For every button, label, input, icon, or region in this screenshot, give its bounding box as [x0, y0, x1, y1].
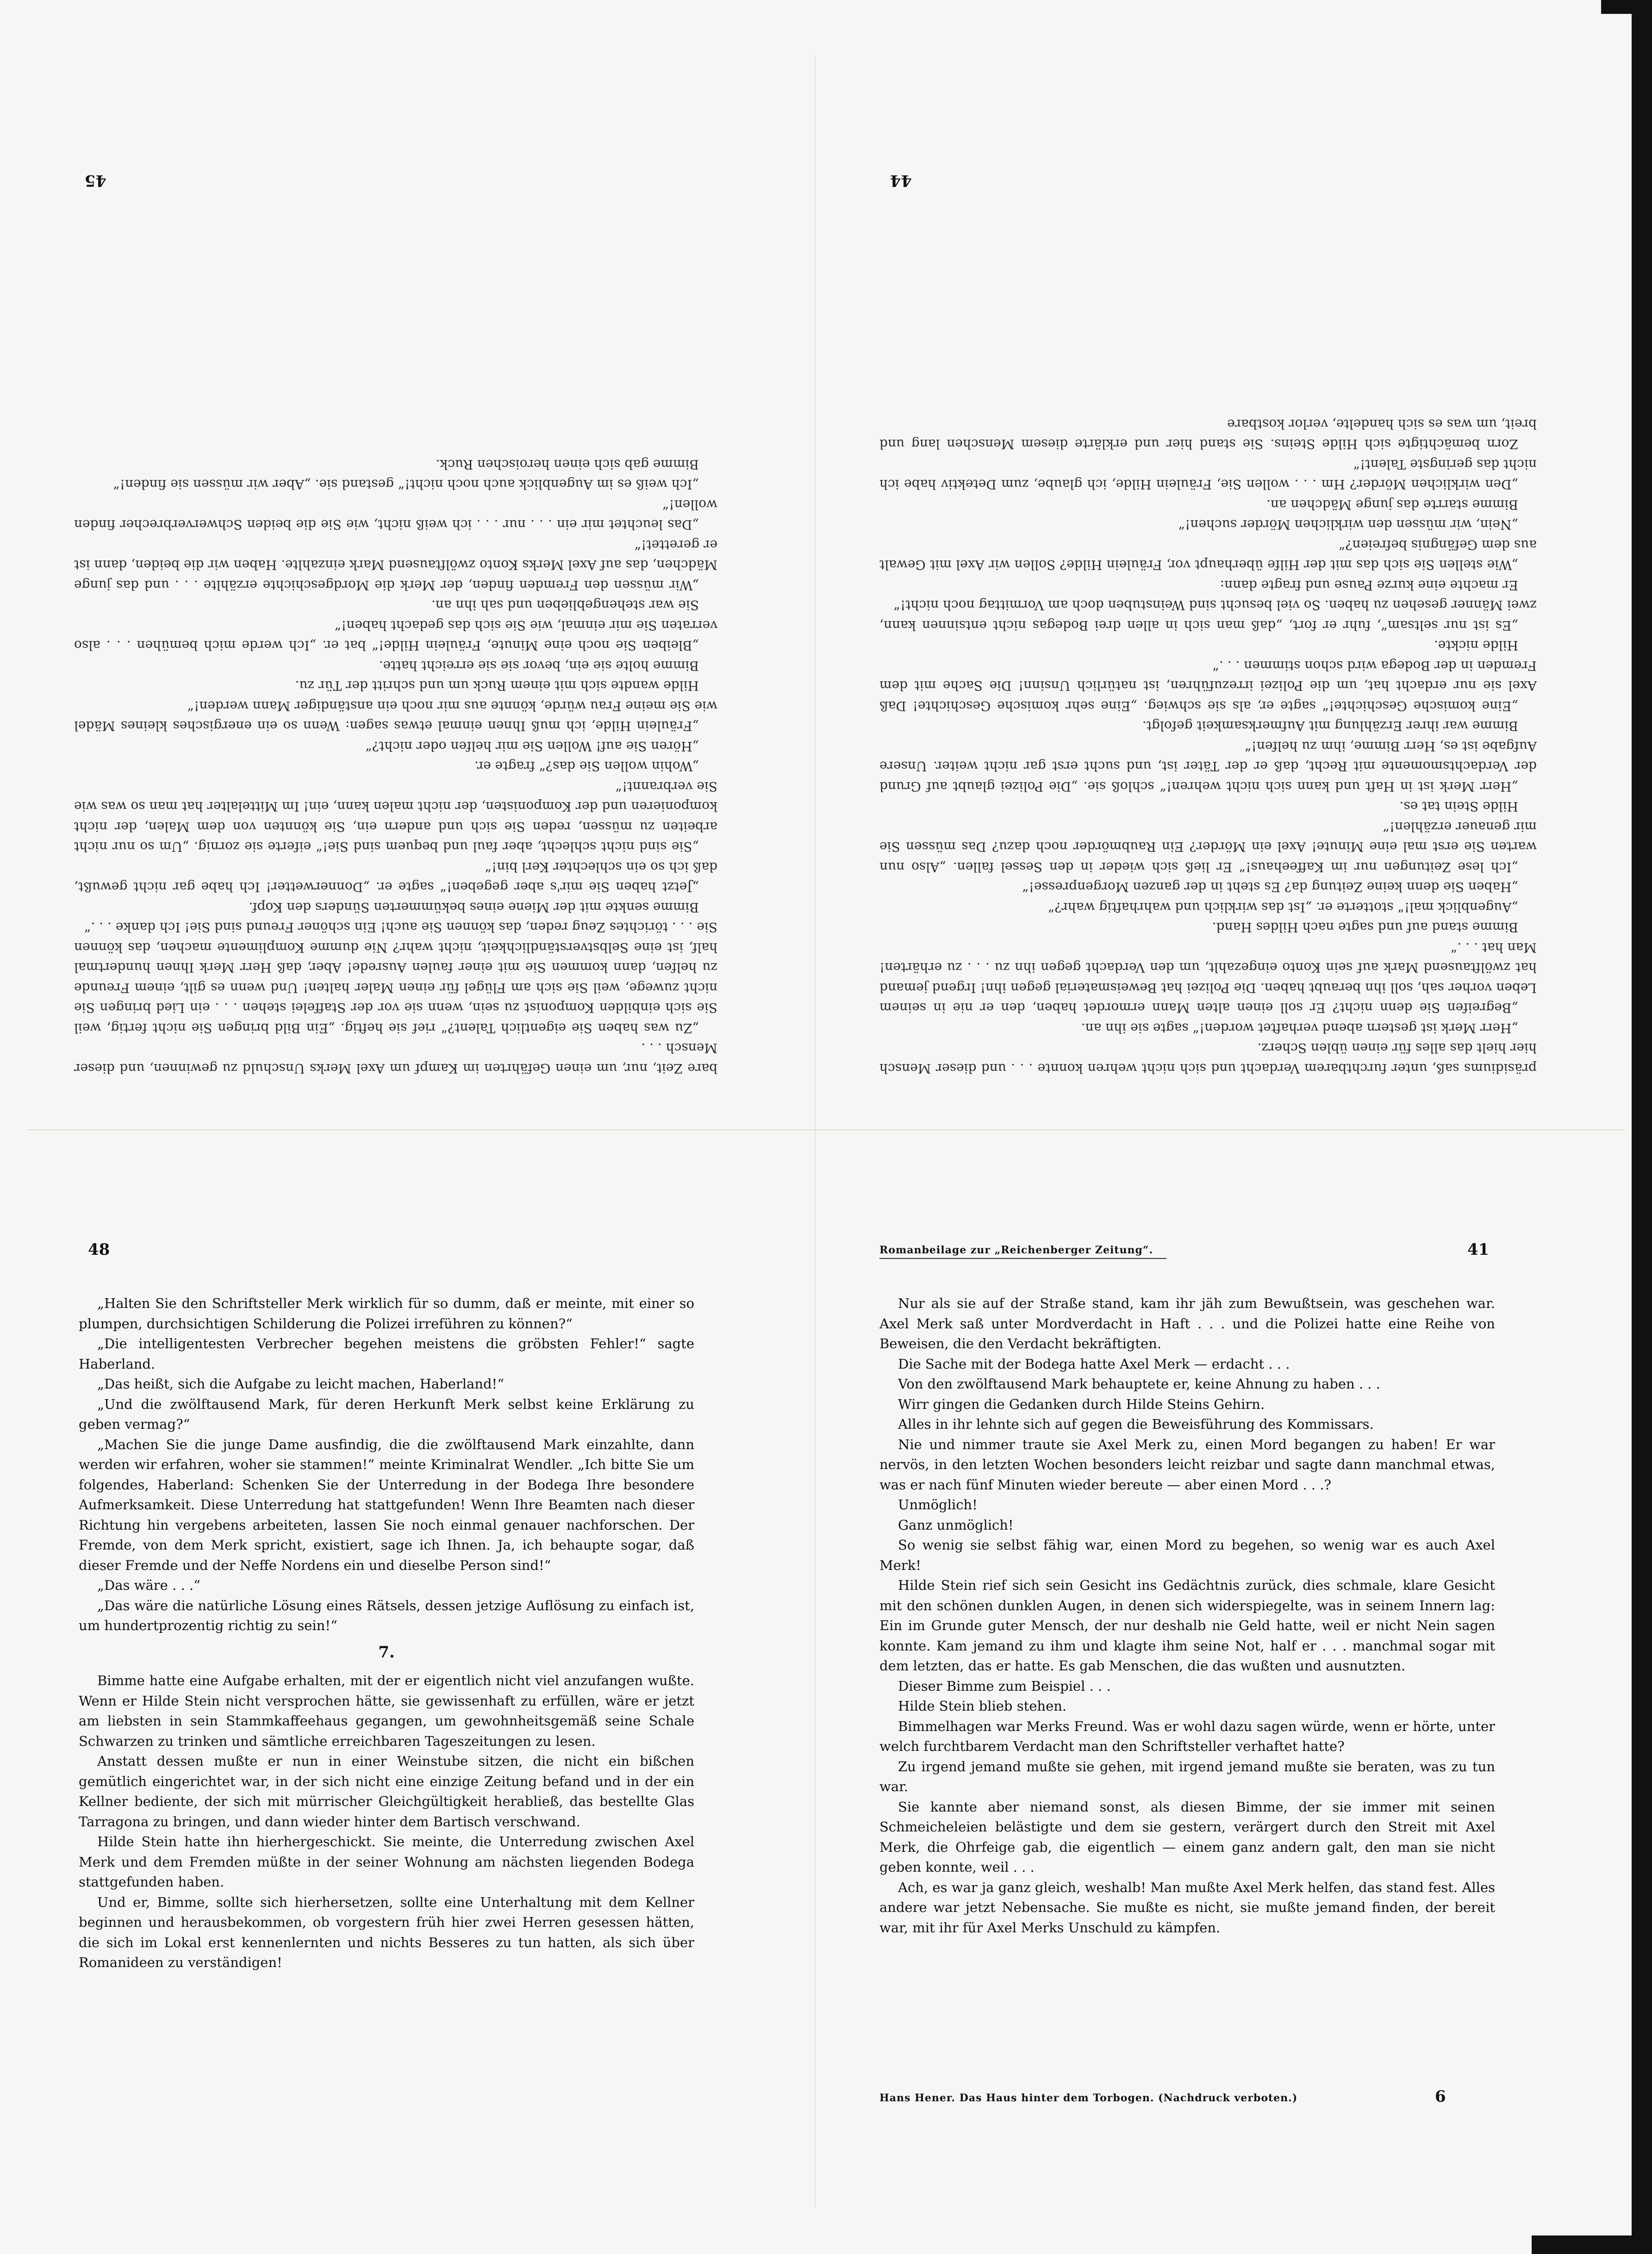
paragraph: präsidiums saß, unter furchtbarem Verdacht und sich nicht wehren konnte . . . und dieser Mensch hier hielt das alles für einen üblen Scherz.	[879, 1040, 1537, 1076]
paragraph: „Herr Merk ist gestern abend verhaftet worden!“ sagte sie ihn an.	[1081, 1021, 1518, 1036]
paragraph: „Wir müssen den Fremden finden, der Merk die Mordgeschichte erzählte . . . und das junge Mädchen, das auf Axel Merks Konto zwölftausend Mark einzahlte. Haben wir die beiden, dann ist er gerettet!“	[74, 537, 717, 593]
paragraph: Bimme senkte mit der Miene eines bekümmerten Sünders den Kopf.	[249, 900, 699, 915]
paragraph: „Herr Merk ist in Haft und kann sich nicht wehren!“ schloß sie. „Die Polizei glaubt auf Grund der Verdachtsmomente mit Recht, daß er der Täter ist, und sucht erst gar nicht weiter. Unsere Aufgabe ist es, Herr Bimme, ihm zu helfen!“	[879, 739, 1537, 794]
paragraph: Dieser Bimme zum Beispiel . . .	[898, 1678, 1111, 1694]
paragraph: „Ich weiß es im Augenblick auch noch nicht!“ gestand sie. „Aber wir müssen sie finden!“	[113, 477, 699, 492]
page-top-left	[74, 157, 717, 1078]
text-column	[879, 414, 1537, 1079]
paragraph: Alles in ihr lehnte sich auf gegen die Beweisführung des Kommissars.	[898, 1416, 1374, 1432]
page-bottom-right	[879, 1240, 1495, 2120]
running-head-rule	[879, 1258, 1166, 1259]
paragraph: „Wie stellen Sie sich das mit der Hilfe überhaupt vor, Fräulein Hilde? Sollen wir Axel mit Gewalt aus dem Gefängnis befreien?“	[879, 537, 1537, 573]
page-footer: Hans Hener. Das Haus hinter dem Torbogen. (Nachdruck verboten.)	[879, 2092, 1298, 2104]
paragraph: Bimme holte sie ein, bevor sie sie erreicht hatte.	[379, 658, 699, 673]
paragraph: „Wohin wollen Sie das?“ fragte er.	[474, 759, 699, 774]
paragraph: „Eine komische Geschichte!“ sagte er, als sie schwieg. „Eine sehr komische Geschichte! Daß Axel sie nur erdacht hat, um die Polizei irrezuführen, ist natürlich Unsinn! Die Sache mit dem Fremden in der Bodega wird schon stimmen . . .“	[879, 658, 1537, 714]
paragraph: „Zu was haben Sie eigentlich Talent?“ rief sie heftig. „Ein Bild bringen Sie nicht fertig, weil Sie sich einbilden Komponist zu sein, wenn sie vor der Staffelei stehen . . . ein Lied bringen Sie nicht zuwege, weil Sie sich am Flügel für einen Maler halten! Und wenn es gilt, einem Freunde zu helfen, dann kommen Sie mit einer faulen Ausrede! Aber, daß Herr Merk Ihnen hundertmal half, ist eine Selbstverständlichkeit, nicht wahr? Nie dumme Komplimente machen, das können Sie . . . törichtes Zeug reden, das können Sie auch! Ein schöner Freund sind Sie! Ich danke . . .“	[74, 920, 717, 1036]
scan-corner-top	[1601, 0, 1652, 14]
paragraph: „Augenblick mal!“ stotterte er. „Ist das wirklich und wahrhaftig wahr?“	[1048, 900, 1518, 915]
paragraph: Bimmelhagen war Merks Freund. Was er wohl dazu sagen würde, wenn er hörte, unter welch furchtbarem Verdacht man den Schriftsteller verhaftet hatte?	[879, 1718, 1495, 1754]
scan-border	[1632, 0, 1652, 2254]
paragraph: „Es ist nur seltsam“, fuhr er fort, „daß man sich in allen drei Bodegas nicht entsinnen kann, zwei Männer gesehen zu haben. So viel besucht sind Weinstuben doch am Vormittag noch nicht!“	[879, 598, 1537, 633]
paragraph: „Hören Sie auf! Wollen Sie mir helfen oder nicht?“	[365, 739, 699, 754]
paragraph: „Bleiben Sie noch eine Minute, Fräulein Hilde!“ bat er. „Ich werde mich bemühen . . . also verraten Sie mir einmal, wie Sie sich das gedacht haben!“	[74, 618, 717, 654]
paragraph: „Nein, wir müssen den wirklichen Mörder suchen!“	[1178, 517, 1518, 533]
scan-corner-bottom	[1532, 2235, 1652, 2254]
page-gutter	[815, 56, 816, 2208]
paragraph: Hilde wandte sich mit einem Ruck um und schritt der Tür zu.	[295, 678, 699, 694]
paragraph: „Ich lese Zeitungen nur im Kaffeehaus!“ Er ließ sich wieder in den Sessel fallen. „Also nun warten Sie erst mal eine Minute! Axel ein Mörder? Ein Raubmörder noch dazu? Das müssen Sie mir genauer erzählen!“	[879, 819, 1537, 875]
paragraph: Zorn bemächtigte sich Hilde Steins. Sie stand hier und erklärte diesem Menschen lang und breit, um was es sich handelte, verlor kostbare	[879, 417, 1537, 452]
paragraph: „Sie sind nicht schlecht, aber faul und bequem sind Sie!“ eiferte sie zornig. „Um so nur nicht arbeiten zu müssen, reden Sie sich und andern ein, Sie könnten von dem Malen, der nicht komponieren und der Komponisten, der nicht malen kann, ein! Im Mittelalter hat man so was wie Sie verbrannt!“	[74, 779, 717, 855]
paragraph: Die Sache mit der Bodega hatte Axel Merk — erdacht . . .	[898, 1356, 1290, 1372]
chapter-heading: 7.	[378, 1643, 395, 1662]
paragraph: Sie kannte aber niemand sonst, als diesen Bimme, der sie immer mit seinen Schmeicheleien belästigte und dem sie gestern, verärgert durch den Streit mit Axel Merk, die Ohrfeige gab, die eigentlich — einem ganz andern galt, den man sie nicht geben konnte, weil . . .	[879, 1799, 1495, 1875]
paragraph: Von den zwölftausend Mark behauptete er, keine Ahnung zu haben . . .	[898, 1376, 1381, 1392]
page-number: 45	[84, 171, 106, 190]
paragraph: Hilde Stein hatte ihn hierhergeschickt. Sie meinte, die Unterredung zwischen Axel Merk und dem Fremden müßte in der seiner Wohnung am nächsten liegenden Bodega stattgefunden haben.	[79, 1834, 694, 1890]
paragraph: Unmöglich!	[898, 1497, 978, 1513]
paragraph: Ganz unmöglich!	[898, 1517, 1014, 1533]
paragraph: Nur als sie auf der Straße stand, kam ihr jäh zum Bewußtsein, was geschehen war. Axel Merk saß unter Mordverdacht in Haft . . . und die Polizei hatte eine Reihe von Beweisen, die den Verdacht bekräftigten.	[879, 1295, 1495, 1351]
text-column	[74, 455, 717, 1079]
paragraph: „Fräulein Hilde, ich muß Ihnen einmal etwas sagen: Wenn so ein energisches kleines Mädel wie Sie meine Frau würde, könnte aus mir noch ein anständiger Mann werden!“	[74, 698, 717, 734]
text-column	[79, 1294, 694, 1973]
paragraph: „Das wäre die natürliche Lösung eines Rätsels, dessen jetzige Auflösung zu einfach ist, um hundertprozentig richtig zu sein!“	[79, 1597, 694, 1633]
paragraph: Bimme stand auf und sagte nach Hildes Hand.	[1212, 920, 1518, 935]
paragraph: Anstatt dessen mußte er nun in einer Weinstube sitzen, die nicht ein bißchen gemütlich eingerichtet war, in der sich nicht eine einzige Zeitung befand und in der ein Kellner bediente, der sich mit mürrischer Gleichgültigkeit herabließ, das bestellte Glas Tarragona zu bringen, und dann wieder hinter dem Bartisch verschwand.	[79, 1753, 694, 1830]
paragraph: „Die intelligentesten Verbrecher begehen meistens die gröbsten Fehler!“ sagte Haberland.	[79, 1336, 694, 1372]
paragraph: „Haben Sie denn keine Zeitung da? Es steht in der ganzen Morgenpresse!“	[1022, 879, 1518, 895]
paragraph: Bimme hatte eine Aufgabe erhalten, mit der er eigentlich nicht viel anzufangen wußte. Wenn er Hilde Stein nicht versprochen hätte, sie gewissenhaft zu erfüllen, wäre er jetzt am liebsten in sein Stammkaffeehaus gegangen, um gewohnheitsgemäß seine Schale Schwarzen zu trinken und sämtliche erreichbaren Tageszeitungen zu lesen.	[79, 1673, 694, 1749]
paragraph: Er machte eine kurze Pause und fragte dann:	[1220, 578, 1518, 593]
paragraph: „Das leuchtet mir ein . . . nur . . . ich weiß nicht, wie Sie die beiden Schwerverbrecher finden wollen!“	[74, 497, 717, 533]
paragraph: Und er, Bimme, sollte sich hierhersetzen, sollte eine Unterhaltung mit dem Kellner beginnen und herausbekommen, ob vorgestern früh hier zwei Herren gesessen hätten, die sich im Lokal erst kennenlernten und nichts Besseres zu tun hatten, als sich über Romanideen zu verständigen!	[79, 1894, 694, 1970]
paragraph: „Und die zwölftausend Mark, für deren Herkunft Merk selbst keine Erklärung zu geben vermag?“	[79, 1396, 694, 1432]
paragraph: Wirr gingen die Gedanken durch Hilde Steins Gehirn.	[898, 1396, 1265, 1412]
page-number: 44	[890, 171, 912, 190]
paragraph: bare Zeit, nur, um einen Gefährten im Kampf um Axel Merks Unschuld zu gewinnen, und dieser Mensch . . .	[74, 1040, 717, 1076]
paragraph: „Das wäre . . .“	[97, 1577, 200, 1593]
page-top-right	[879, 157, 1537, 1078]
paragraph: Nie und nimmer traute sie Axel Merk zu, einen Mord begangen zu haben! Er war nervös, in den letzten Wochen besonders leicht reizbar und sagte dann manchmal etwas, was er nach fünf Minuten wieder bereute — aber einen Mord . . .?	[879, 1436, 1495, 1493]
paragraph: Bimme gab sich einen heroischen Ruck.	[436, 457, 699, 472]
paragraph: Hilde Stein tat es.	[1399, 799, 1518, 815]
paragraph: Zu irgend jemand mußte sie gehen, mit irgend jemand mußte sie beraten, was zu tun war.	[879, 1758, 1495, 1794]
footer-number: 6	[1435, 2087, 1446, 2106]
paragraph: „Halten Sie den Schriftsteller Merk wirklich für so dumm, daß er meinte, mit einer so plumpen, durchsichtigen Schilderung die Polizei irreführen zu können?“	[79, 1295, 694, 1332]
page-bottom-left	[79, 1240, 694, 2120]
paragraph: Hilde nickte.	[1434, 638, 1518, 654]
sheet-fold	[28, 1129, 1624, 1130]
paragraph: Bimme starrte das junge Mädchen an.	[1266, 497, 1518, 512]
paragraph: Sie war stehengeblieben und sah ihn an.	[431, 598, 699, 613]
paragraph: So wenig sie selbst fähig war, einen Mord zu begehen, so wenig war es auch Axel Merk!	[879, 1537, 1495, 1573]
paragraph: „Machen Sie die junge Dame ausfindig, die die zwölftausend Mark einzahlte, dann werden wir erfahren, woher sie stammen!“ meinte Kriminalrat Wendler. „Ich bitte Sie um folgendes, Haberland: Schenken Sie der Unterredung in der Bodega Ihre besondere Aufmerksamkeit. Diese Unterredung hat stattgefunden! Wenn Ihre Beamten nach dieser Richtung hin vergebens arbeiteten, lassen Sie noch einmal genauer nachforschen. Der Fremde, von dem Merk spricht, existiert, sage ich Ihnen. Ja, ich behaupte sogar, daß dieser Fremde und der Neffe Nordens ein und dieselbe Person sind!“	[79, 1436, 694, 1573]
text-column	[879, 1294, 1495, 1938]
running-head: Romanbeilage zur „Reichenberger Zeitung“.	[879, 1244, 1153, 1256]
paragraph: „Den wirklichen Mörder? Hm . . . wollen Sie, Fräulein Hilde, ich glaube, zum Detektiv habe ich nicht das geringste Talent!“	[879, 457, 1537, 492]
paragraph: Ach, es war ja ganz gleich, weshalb! Man mußte Axel Merk helfen, das stand fest. Alles andere war jetzt Nebensache. Sie mußte es nicht, sie mußte jemand finden, der bereit war, mit ihr für Axel Merks Unschuld zu kämpfen.	[879, 1879, 1495, 1936]
page-number: 48	[88, 1240, 110, 1259]
paragraph: Bimme war ihrer Erzählung mit Aufmerksamkeit gefolgt.	[1142, 718, 1518, 734]
paragraph: „Begreifen Sie denn nicht? Er soll einen alten Mann ermordet haben, den er nie in seinem Leben vorher sah, soll ihn beraubt haben. Die Polizei hat Beweismaterial gegen ihn! Irgend jemand hat zwölftausend Mark auf sein Konto eingezahlt, um den Verdacht gegen ihn zu . . . zu erhärten! Man hat . . .“	[879, 940, 1537, 1016]
paragraph: „Das heißt, sich die Aufgabe zu leicht machen, Haberland!“	[97, 1376, 505, 1392]
paragraph: Hilde Stein blieb stehen.	[898, 1698, 1067, 1714]
paragraph: Hilde Stein rief sich sein Gesicht ins Gedächtnis zurück, dies schmale, klare Gesicht mit den schönen dunklen Augen, in denen sich widerspiegelte, was in seinem Innern lag: Ein im Grunde guter Mensch, der nur deshalb nie Geld hatte, weil er nicht Nein sagen konnte. Kam jemand zu ihm und klagte ihm seine Not, half er . . . manchmal sogar mit dem letzten, das er hatte. Es gab Menschen, die das wußten und ausnutzten.	[879, 1577, 1495, 1674]
page-number: 41	[1467, 1240, 1490, 1259]
paragraph: „Jetzt haben Sie mir's aber gegeben!“ sagte er. „Donnerwetter! Ich habe gar nicht gewußt, daß ich so ein schlechter Kerl bin!“	[74, 859, 717, 895]
